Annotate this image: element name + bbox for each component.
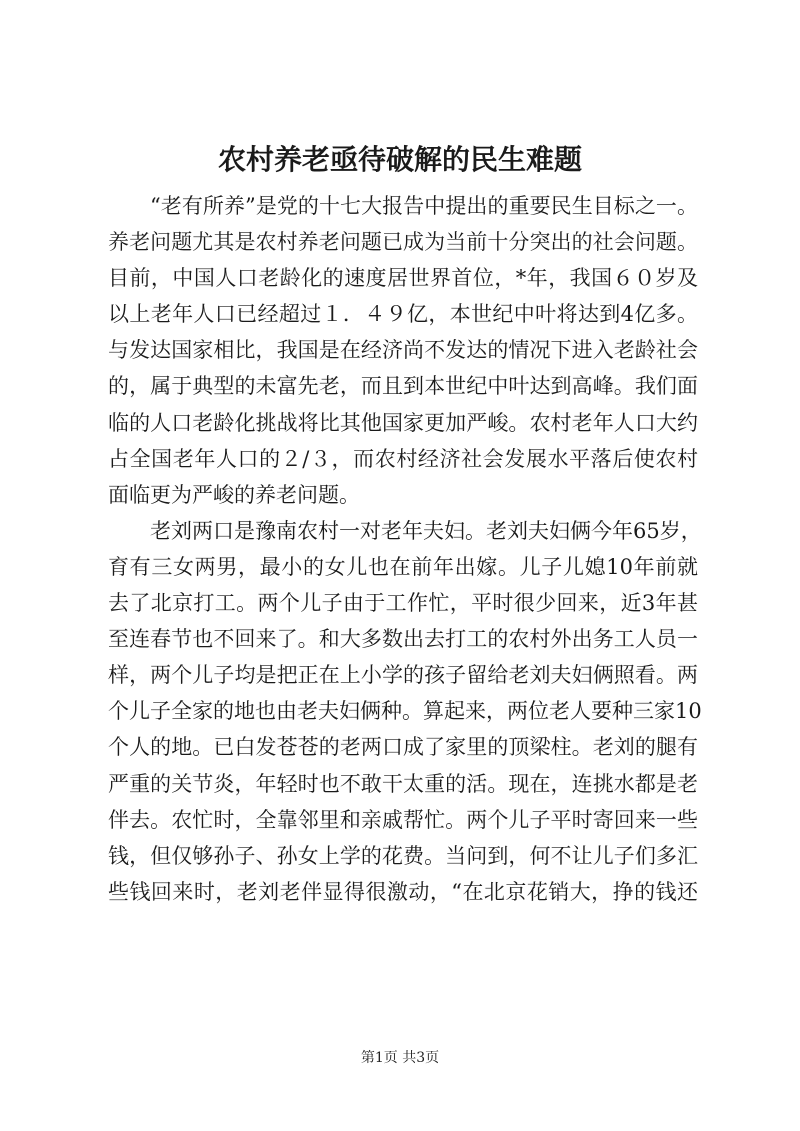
text-line: 占全国老年人口的２/３，而农村经济社会发展水平落后使农村	[108, 446, 698, 471]
text-line: 老刘两口是豫南农村一对老年夫妇。老刘夫妇俩今年65岁，	[150, 518, 702, 543]
text-line: 钱，但仅够孙子、孙女上学的花费。当问到，何不让儿子们多汇	[108, 843, 698, 868]
text-line: 至连春节也不回来了。和大多数出去打工的农村外出务工人员一	[108, 627, 698, 652]
text-line: 面临更为严峻的养老问题。	[108, 482, 360, 507]
text-line: 与发达国家相比，我国是在经济尚不发达的情况下进入老龄社会	[108, 338, 698, 363]
document-title: 农村养老亟待破解的民生难题	[217, 143, 582, 176]
text-line: 目前，中国人口老龄化的速度居世界首位，*年，我国６０岁及	[108, 266, 698, 291]
paragraph-2	[108, 513, 702, 910]
text-line: 育有三女两男，最小的女儿也在前年出嫁。儿子儿媳10年前就	[108, 554, 698, 579]
text-line: 去了北京打工。两个儿子由于工作忙，平时很少回来，近3年甚	[108, 591, 698, 616]
text-line: 临的人口老龄化挑战将比其他国家更加严峻。农村老年人口大约	[108, 410, 698, 435]
document-body	[108, 188, 702, 910]
paragraph-1	[108, 188, 698, 513]
text-line: 些钱回来时，老刘老伴显得很激动，“在北京花销大，挣的钱还	[108, 879, 698, 904]
page-footer: 第1页 共3页	[360, 1050, 440, 1066]
text-line: “老有所养”是党的十七大报告中提出的重要民生目标之一。	[150, 194, 698, 218]
text-line: 严重的关节炎，年轻时也不敢干太重的活。现在，连挑水都是老	[108, 771, 698, 796]
text-line: 以上老年人口已经超过１．４９亿，本世纪中叶将达到4亿多。	[108, 302, 698, 327]
text-line: 伴去。农忙时，全靠邻里和亲戚帮忙。两个儿子平时寄回来一些	[108, 807, 698, 832]
text-line: 养老问题尤其是农村养老问题已成为当前十分突出的社会问题。	[108, 230, 698, 255]
text-line: 个人的地。已白发苍苍的老两口成了家里的顶梁柱。老刘的腿有	[108, 735, 698, 760]
text-line: 的，属于典型的未富先老，而且到本世纪中叶达到高峰。我们面	[108, 374, 698, 399]
text-line: 个儿子全家的地也由老夫妇俩种。算起来，两位老人要种三家10	[108, 699, 702, 724]
text-line: 样，两个儿子均是把正在上小学的孩子留给老刘夫妇俩照看。两	[108, 663, 698, 688]
